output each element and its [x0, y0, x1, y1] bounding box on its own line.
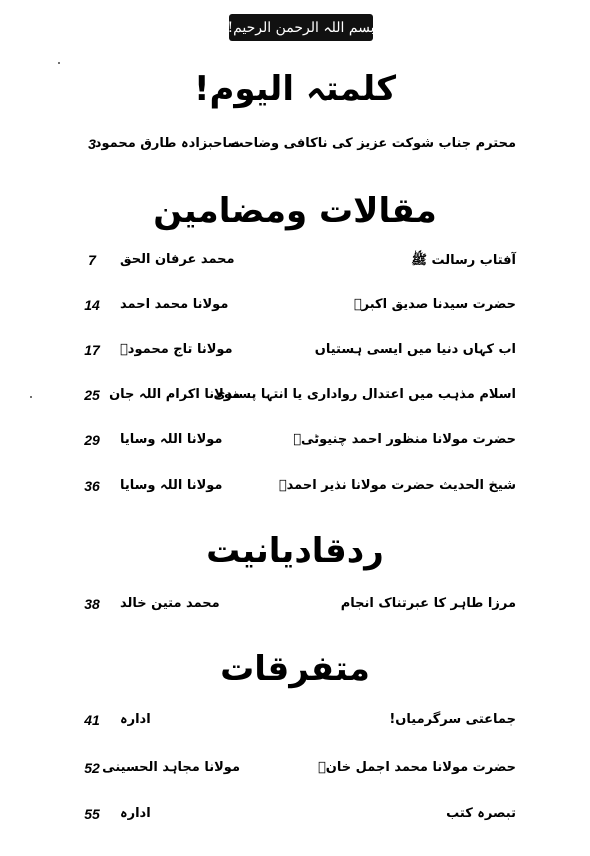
entry-page-number: 36: [84, 478, 100, 494]
entry-author: مولانا محمد احمد: [120, 297, 229, 312]
toc-row: [0, 712, 590, 734]
entry-page-number: 38: [84, 596, 100, 612]
toc-row: [0, 136, 590, 158]
entry-title: تبصرہ کتب: [446, 806, 516, 821]
entry-title: اسلام مذہب میں اعتدال رواداری یا انتہا پسندی: [213, 387, 516, 402]
entry-title: حضرت مولانا منظور احمد چنیوٹیؒ: [293, 432, 516, 447]
entry-page-number: 7: [88, 252, 96, 268]
entry-author: مولانا اکرام اللہ جان: [109, 387, 240, 402]
entry-page-number: 29: [84, 432, 100, 448]
entry-page-number: 41: [84, 712, 100, 728]
entry-title: اب کہاں دنیا میں ایسی ہستیاں: [314, 342, 516, 357]
section-heading-radd-qadianiyat: ردقادیانیت: [206, 531, 384, 571]
entry-page-number: 17: [84, 342, 100, 358]
entry-author: مولانا اللہ وسایا: [120, 478, 223, 493]
entry-page-number: 14: [84, 297, 100, 313]
toc-row: [0, 432, 590, 454]
scan-speck: [30, 396, 32, 398]
entry-page-number: 55: [84, 806, 100, 822]
toc-row: [0, 478, 590, 500]
entry-author: ادارہ: [120, 806, 151, 821]
entry-title: حضرت سیدنا صدیق اکبرؓ: [353, 297, 516, 312]
section-heading-kalimatul-yaum: کلمتہ الیوم!: [193, 69, 397, 109]
toc-row: [0, 297, 590, 319]
scan-speck: [58, 62, 60, 64]
toc-row: [0, 806, 590, 828]
entry-page-number: 3: [88, 136, 96, 152]
entry-title: شیخ الحدیث حضرت مولانا نذیر احمدؒ: [278, 478, 516, 493]
entry-title: مرزا طاہر کا عبرتناک انجام: [340, 596, 516, 611]
toc-row: [0, 760, 590, 782]
toc-row: [0, 387, 590, 409]
entry-title: جماعتی سرگرمیاں!: [389, 712, 516, 727]
entry-title: محترم جناب شوکت عزیز کی ناکافی وضاحت: [230, 136, 516, 151]
section-heading-mutafarriqat: متفرقات: [220, 649, 370, 689]
entry-author: مولانا اللہ وسایا: [120, 432, 223, 447]
entry-author: محمد متین خالد: [120, 596, 220, 611]
entry-author: ادارہ: [120, 712, 151, 727]
entry-author: صاحبزادہ طارق محمود: [94, 136, 240, 151]
entry-title: آفتاب رسالت ﷺ: [411, 253, 516, 268]
bismillah-banner: [229, 14, 373, 41]
entry-page-number: 25: [84, 387, 100, 403]
section-heading-maqalat: مقالات ومضامین: [153, 191, 437, 231]
bismillah-text: بسم اللہ الرحمن الرحیم!: [227, 19, 375, 36]
entry-title: حضرت مولانا محمد اجمل خانؒ: [317, 760, 516, 775]
entry-author: محمد عرفان الحق: [120, 252, 235, 267]
toc-row: [0, 596, 590, 618]
entry-page-number: 52: [84, 760, 100, 776]
toc-row: [0, 342, 590, 364]
entry-author: مولانا تاج محمودؒ: [120, 342, 233, 357]
toc-row: [0, 252, 590, 274]
entry-author: مولانا مجاہد الحسینی: [102, 760, 240, 775]
